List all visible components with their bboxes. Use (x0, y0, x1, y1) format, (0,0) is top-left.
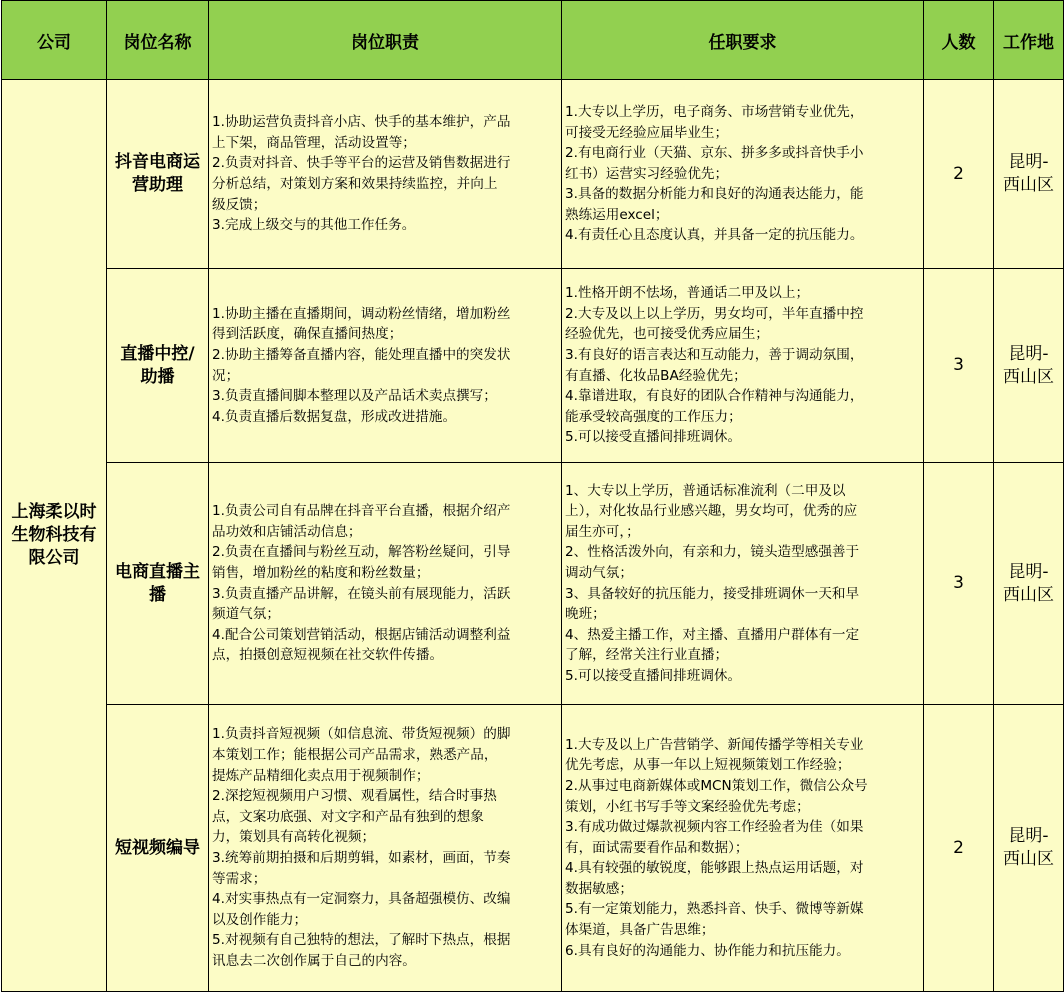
header-position: 岗位名称 (107, 1, 209, 80)
requirement-line: 晚班； (565, 606, 606, 623)
requirement-line: 数据敏感； (565, 880, 633, 897)
position-name-line: 短视频编导 (115, 837, 200, 858)
duty-line: 1.协助主播在直播期间，调动粉丝情绪，增加粉丝 (212, 305, 511, 322)
duty-line: 提炼产品精细化卖点用于视频制作； (212, 767, 430, 784)
duty-line: 讯息去二次创作属于自己的内容。 (212, 952, 416, 969)
duty-line: 力，策划具有高转化视频； (212, 829, 376, 846)
position-name-cell (107, 463, 209, 705)
requirement-line: 了解，经常关注行业直播； (565, 647, 729, 664)
position-name-line: 电商直播主 (115, 561, 200, 582)
location-line: 昆明- (1008, 343, 1049, 364)
requirement-line: 体渠道，具备广告思维； (565, 922, 715, 939)
table-row (2, 463, 1064, 705)
requirement-line: 4.靠谱进取，有良好的团队合作精神与沟通能力， (565, 388, 864, 405)
location-line: 昆明- (1008, 826, 1049, 846)
duty-line: 点，拍摄创意短视频在社交软件传播。 (212, 647, 444, 664)
duty-line: 3.统筹前期拍摄和后期剪辑，如素材，画面，节奏 (212, 850, 511, 866)
requirement-line: 策划，小红书写手等文案经验优先考虑； (565, 798, 810, 815)
location-line: 昆明- (1008, 561, 1049, 582)
requirement-line: 1、大专以上学历，普通话标准流利（二甲及以 (565, 482, 846, 499)
location-line: 西山区 (1003, 366, 1054, 387)
position-name-line: 抖音电商运 (115, 152, 200, 172)
requirement-line: 4.有责任心且态度认真，并具备一定的抗压能力。 (565, 227, 864, 244)
requirement-line: 经验优先，也可接受优秀应届生； (565, 326, 769, 343)
headcount-cell: 2 (924, 705, 994, 992)
duty-line: 4.负责直播后数据复盘，形成改进措施。 (212, 408, 457, 425)
requirement-line: 3.有良好的语言表达和互动能力，善于调动氛围， (565, 346, 864, 363)
position-name-line: 助播 (140, 366, 175, 387)
duty-line: 上下架，商品管理，活动设置等； (212, 134, 416, 151)
requirement-line: 红书）运营实习经验优先； (565, 165, 729, 182)
duty-line: 频道气氛； (212, 606, 280, 623)
location-cell (994, 80, 1064, 269)
duty-line: 2.负责对抖音、快手等平台的运营及销售数据进行 (212, 155, 511, 172)
table-row (2, 705, 1064, 992)
headcount-cell: 3 (924, 463, 994, 705)
header-headcount: 人数 (924, 1, 994, 80)
duty-line: 3.完成上级交与的其他工作任务。 (212, 217, 416, 234)
requirement-line: 1.大专及以上广告营销学、新闻传播学等相关专业 (565, 736, 864, 753)
duty-line: 况； (212, 367, 240, 384)
requirement-line: 6.具有良好的沟通能力、协作能力和抗压能力。 (565, 942, 850, 959)
duty-line: 销售，增加粉丝的粘度和粉丝数量； (212, 564, 430, 581)
requirement-line: 2.从事过电商新媒体或MCN策划工作，微信公众号 (565, 777, 868, 794)
location-line: 西山区 (1003, 849, 1054, 869)
header-company: 公司 (2, 1, 107, 80)
duties-cell (209, 269, 562, 463)
requirement-line: 优先考虑，从事一年以上短视频策划工作经验； (565, 757, 851, 774)
location-cell (994, 463, 1064, 705)
requirement-line: 3、具备较好的抗压能力，接受排班调休一天和早 (565, 585, 860, 602)
requirement-line: 能承受较高强度的工作压力； (565, 408, 742, 425)
duty-line: 点，文案功底强、对文字和产品有独到的想象 (212, 808, 484, 825)
table-row (2, 269, 1064, 463)
duty-line: 1.负责公司自有品牌在抖音平台直播，根据介绍产 (212, 503, 511, 520)
position-name-cell (107, 269, 209, 463)
requirement-line: 2.有电商行业（天猫、京东、拼多多或抖音快手小 (565, 145, 864, 162)
company-name-line: 上海柔以时 (11, 502, 97, 522)
requirement-line: 有，面试需要看作品和数据）； (565, 839, 749, 856)
requirement-line: 5.有一定策划能力，熟悉抖音、快手、微博等新媒 (565, 901, 864, 918)
header-requirements: 任职要求 (562, 1, 924, 80)
requirement-line: 1.大专以上学历，电子商务、市场营销专业优先， (565, 103, 864, 120)
requirements-cell (562, 269, 924, 463)
position-name-line: 直播中控/ (120, 343, 195, 364)
location-line: 西山区 (1003, 584, 1054, 605)
duty-line: 等需求； (212, 870, 267, 887)
duties-cell (209, 80, 562, 269)
requirement-line: 5.可以接受直播间排班调休。 (565, 429, 742, 446)
duty-line: 得到活跃度，确保直播间热度； (212, 326, 403, 343)
header-row (2, 1, 1064, 80)
duty-line: 本策划工作；能根据公司产品需求，熟悉产品， (212, 747, 498, 764)
company-name-cell (2, 80, 107, 992)
job-listing-table (1, 0, 1064, 992)
duty-line: 1.协助运营负责抖音小店、快手的基本维护，产品 (212, 114, 511, 131)
position-name-cell (107, 705, 209, 992)
requirements-cell (562, 80, 924, 269)
duty-line: 3.负责直播产品讲解，在镜头前有展现能力，活跃 (212, 585, 511, 602)
duty-line: 级反馈； (212, 196, 267, 213)
requirement-line: 2、性格活泼外向，有亲和力，镜头造型感强善于 (565, 544, 860, 561)
duty-line: 2.协助主播筹备直播内容，能处理直播中的突发状 (212, 346, 511, 363)
headcount-cell: 3 (924, 269, 994, 463)
company-name-line: 限公司 (28, 548, 80, 568)
requirement-line: 4、热爱主播工作，对主播、直播用户群体有一定 (565, 626, 860, 643)
duty-line: 2.深挖短视频用户习惯、观看属性，结合时事热 (212, 788, 497, 805)
position-name-line: 播 (149, 584, 166, 605)
duty-line: 以及创作能力； (212, 911, 308, 928)
requirement-line: 有直播、化妆品BA经验优先； (565, 367, 747, 384)
location-line: 西山区 (1003, 175, 1054, 195)
requirement-line: 可接受无经验应届毕业生； (565, 124, 729, 141)
requirement-line: 5.可以接受直播间排班调休。 (565, 667, 742, 684)
requirement-line: 上），对化妆品行业感兴趣，男女均可，优秀的应 (565, 503, 858, 520)
requirement-line: 4.具有较强的敏锐度，能够跟上热点运用话题，对 (565, 860, 864, 877)
location-cell (994, 269, 1064, 463)
duties-cell (209, 463, 562, 705)
requirement-line: 调动气氛； (565, 564, 633, 581)
requirement-line: 熟练运用excel； (565, 206, 669, 223)
duties-cell (209, 705, 562, 992)
duty-line: 2.负责在直播间与粉丝互动，解答粉丝疑问，引导 (212, 544, 511, 561)
company-name-line: 生物科技有 (11, 525, 97, 545)
requirement-line: 届生亦可，； (565, 523, 640, 540)
position-name-line: 营助理 (132, 175, 183, 195)
duty-line: 1.负责抖音短视频（如信息流、带货短视频）的脚 (212, 726, 511, 743)
requirements-cell (562, 463, 924, 705)
duty-line: 5.对视频有自己独特的想法，了解时下热点，根据 (212, 932, 511, 949)
location-cell (994, 705, 1064, 992)
headcount-cell: 2 (924, 80, 994, 269)
header-duties: 岗位职责 (209, 1, 562, 80)
requirements-cell (562, 705, 924, 992)
position-name-cell (107, 80, 209, 269)
duty-line: 3.负责直播间脚本整理以及产品话术卖点撰写； (212, 388, 497, 405)
location-line: 昆明- (1008, 152, 1049, 172)
table-row (2, 80, 1064, 269)
duty-line: 4.配合公司策划营销活动，根据店铺活动调整利益 (212, 626, 511, 643)
duty-line: 分析总结，对策划方案和效果持续监控，并向上 (212, 176, 498, 192)
duty-line: 品功效和店铺活动信息； (212, 523, 362, 540)
requirement-line: 3.具备的数据分析能力和良好的沟通表达能力，能 (565, 186, 864, 203)
requirement-line: 2.大专及以上以上学历，男女均可，半年直播中控 (565, 305, 864, 322)
requirement-line: 1.性格开朗不怯场，普通话二甲及以上； (565, 285, 810, 302)
duty-line: 4.对实事热点有一定洞察力，具备超强模仿、改编 (212, 891, 511, 908)
header-location: 工作地 (994, 1, 1064, 80)
requirement-line: 3.有成功做过爆款视频内容工作经验者为佳（如果 (565, 819, 864, 836)
